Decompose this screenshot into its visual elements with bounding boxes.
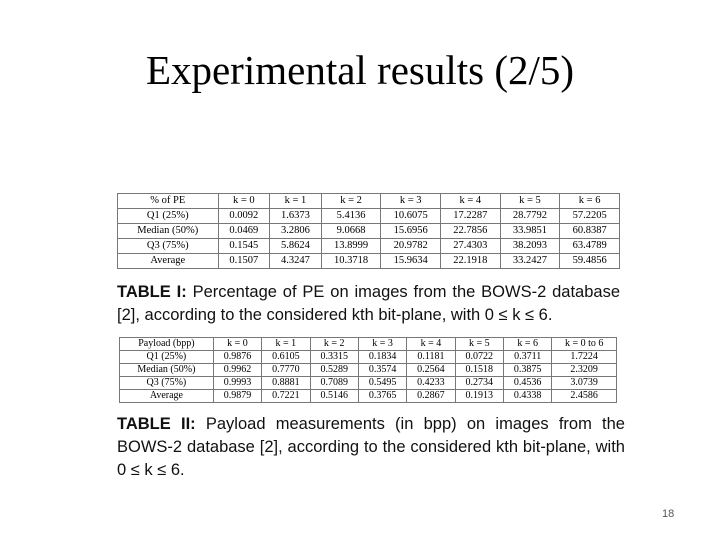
table-row (118, 239, 620, 254)
page-number: 18 (662, 508, 675, 520)
table-cell: 22.1918 (441, 254, 501, 269)
column-header: k = 5 (455, 338, 503, 351)
column-header: k = 2 (321, 194, 381, 209)
table-cell: 1.6373 (270, 209, 322, 224)
row-label: Median (50%) (118, 224, 219, 239)
table-header-row (118, 194, 620, 209)
table-cell: 63.4789 (560, 239, 620, 254)
table-cell: 1.7224 (552, 351, 617, 364)
table1-caption-text: Percentage of PE on images from the BOWS-2 database [2], according to the considered kth bit-plane, with 0 ≤ k ≤ 6. (117, 283, 620, 324)
table-cell: 0.1507 (218, 254, 270, 269)
column-header: k = 1 (270, 194, 322, 209)
table-cell: 0.7770 (262, 364, 310, 377)
table-cell: 0.2867 (407, 390, 455, 403)
table-cell: 0.3711 (503, 351, 551, 364)
table-cell: 28.7792 (500, 209, 560, 224)
table-cell: 0.1518 (455, 364, 503, 377)
table-cell: 2.3209 (552, 364, 617, 377)
table-cell: 0.8881 (262, 377, 310, 390)
table-cell: 0.1913 (455, 390, 503, 403)
table-row (120, 390, 617, 403)
column-header: k = 0 (218, 194, 270, 209)
table2-caption-text: Payload measurements (in bpp) on images from the BOWS-2 database [2], according to the considered kth bit-plane, with 0 ≤ k ≤ 6. (117, 415, 625, 479)
row-label: Median (50%) (120, 364, 214, 377)
table-cell: 0.9876 (213, 351, 261, 364)
table-cell: 0.0469 (218, 224, 270, 239)
table-cell: 20.9782 (381, 239, 441, 254)
table-cell: 57.2205 (560, 209, 620, 224)
table-cell: 0.7221 (262, 390, 310, 403)
table-cell: 15.9634 (381, 254, 441, 269)
table-cell: 3.0739 (552, 377, 617, 390)
column-header: Payload (bpp) (120, 338, 214, 351)
table-row (118, 224, 620, 239)
table-cell: 38.2093 (500, 239, 560, 254)
table-cell: 22.7856 (441, 224, 501, 239)
column-header: k = 6 (560, 194, 620, 209)
table-cell: 27.4303 (441, 239, 501, 254)
table-row (120, 364, 617, 377)
column-header: k = 0 to 6 (552, 338, 617, 351)
column-header: k = 3 (381, 194, 441, 209)
table-pe-percentage (117, 193, 620, 269)
table-row (118, 209, 620, 224)
table-cell: 0.9962 (213, 364, 261, 377)
row-label: Q1 (25%) (120, 351, 214, 364)
table-cell: 0.3765 (358, 390, 406, 403)
table-cell: 3.2806 (270, 224, 322, 239)
column-header: k = 5 (500, 194, 560, 209)
table2-caption-label: TABLE II: (117, 415, 196, 433)
table-cell: 0.5146 (310, 390, 358, 403)
table-cell: 2.4586 (552, 390, 617, 403)
table-cell: 0.2734 (455, 377, 503, 390)
row-label: Q1 (25%) (118, 209, 219, 224)
table-cell: 0.3875 (503, 364, 551, 377)
table-cell: 13.8999 (321, 239, 381, 254)
table-cell: 0.7089 (310, 377, 358, 390)
table-header-row (120, 338, 617, 351)
table-cell: 0.3315 (310, 351, 358, 364)
table-payload (119, 337, 617, 403)
table-cell: 0.0722 (455, 351, 503, 364)
table-cell: 10.3718 (321, 254, 381, 269)
row-label: Q3 (75%) (118, 239, 219, 254)
table-cell: 0.9879 (213, 390, 261, 403)
table-cell: 60.8387 (560, 224, 620, 239)
table-cell: 4.3247 (270, 254, 322, 269)
row-label: Q3 (75%) (120, 377, 214, 390)
column-header: k = 4 (441, 194, 501, 209)
table-row (118, 254, 620, 269)
table-cell: 9.0668 (321, 224, 381, 239)
table-cell: 0.9993 (213, 377, 261, 390)
table-cell: 0.4536 (503, 377, 551, 390)
table-cell: 0.2564 (407, 364, 455, 377)
column-header: % of PE (118, 194, 219, 209)
column-header: k = 1 (262, 338, 310, 351)
table-cell: 15.6956 (381, 224, 441, 239)
column-header: k = 0 (213, 338, 261, 351)
table-row (120, 351, 617, 364)
table-cell: 0.3574 (358, 364, 406, 377)
table1-caption (117, 281, 620, 327)
results-figure (117, 193, 625, 482)
column-header: k = 6 (503, 338, 551, 351)
row-label: Average (120, 390, 214, 403)
table-cell: 17.2287 (441, 209, 501, 224)
table-cell: 33.9851 (500, 224, 560, 239)
table-cell: 0.1545 (218, 239, 270, 254)
table-cell: 5.8624 (270, 239, 322, 254)
table-cell: 59.4856 (560, 254, 620, 269)
table-cell: 10.6075 (381, 209, 441, 224)
table-cell: 0.4233 (407, 377, 455, 390)
table-cell: 0.6105 (262, 351, 310, 364)
table-cell: 0.0092 (218, 209, 270, 224)
row-label: Average (118, 254, 219, 269)
table-cell: 0.5289 (310, 364, 358, 377)
table-cell: 0.1834 (358, 351, 406, 364)
slide-title: Experimental results (2/5) (145, 47, 575, 93)
column-header: k = 4 (407, 338, 455, 351)
table-cell: 0.4338 (503, 390, 551, 403)
table2-caption (117, 413, 625, 482)
column-header: k = 3 (358, 338, 406, 351)
table1-caption-label: TABLE I: (117, 283, 187, 301)
table-cell: 33.2427 (500, 254, 560, 269)
table-cell: 5.4136 (321, 209, 381, 224)
table-cell: 0.1181 (407, 351, 455, 364)
table-row (120, 377, 617, 390)
table-cell: 0.5495 (358, 377, 406, 390)
column-header: k = 2 (310, 338, 358, 351)
